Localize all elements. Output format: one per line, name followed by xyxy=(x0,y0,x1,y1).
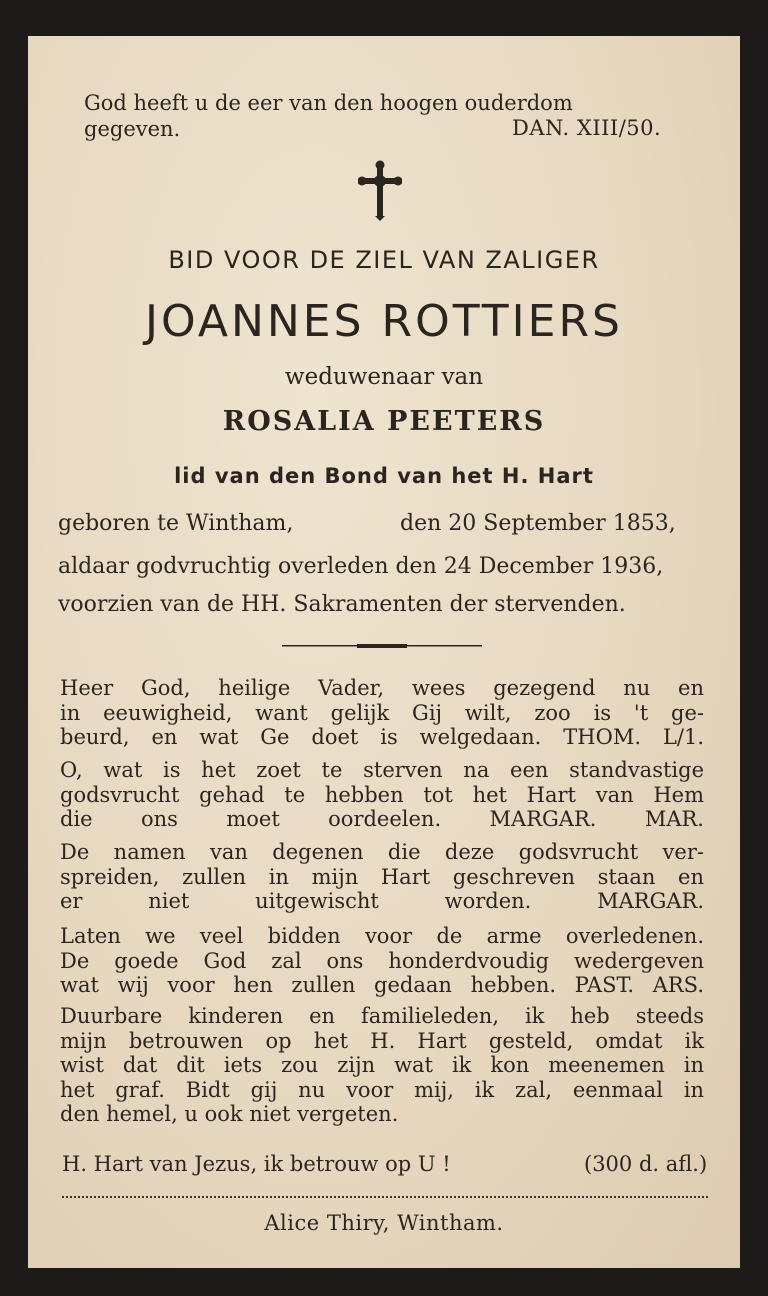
verse-line-2: gegeven. xyxy=(84,117,181,141)
death-line: aldaar godvruchtig overleden den 24 December 1936, xyxy=(58,554,664,579)
birth-date: den 20 September 1853, xyxy=(400,511,676,536)
dotted-rule xyxy=(62,1196,708,1198)
quote-paragraph xyxy=(60,676,704,750)
quote-line: die ons moet oordeelen. MARGAR. MAR. xyxy=(60,807,704,831)
sacraments-line: voorzien van de HH. Sakramenten der stervenden. xyxy=(58,592,626,617)
quote-line: Heer God, heilige Vader, wees gezegend nu en xyxy=(60,676,704,700)
verse-reference: DAN. XIII/50. xyxy=(512,116,662,140)
cross-icon xyxy=(358,160,402,222)
quote-paragraph xyxy=(60,758,704,832)
membership-line: lid van den Bond van het H. Hart xyxy=(174,464,594,488)
quote-line: spreiden, zullen in mijn Hart geschreven staan en xyxy=(60,864,704,889)
quote-line: beurd, en wat Ge doet is welgedaan. THOM. L/1. xyxy=(60,725,704,749)
quote-paragraph xyxy=(60,840,704,914)
widower-of-label: weduwenaar van xyxy=(284,364,484,390)
ornamental-divider xyxy=(282,644,482,648)
verse-text xyxy=(84,90,573,142)
invocation: H. Hart van Jezus, ik betrouw op U ! xyxy=(62,1152,451,1176)
quote-line: er niet uitgewischt worden. MARGAR. xyxy=(60,889,704,913)
quote-line: den hemel, u ook niet vergeten. xyxy=(60,1102,399,1126)
quote-line: De goede God zal ons honderdvoudig wedergeven xyxy=(60,948,704,973)
quote-paragraph xyxy=(60,1004,704,1127)
quote-line: O, wat is het zoet te sterven na een standvastige xyxy=(60,758,704,782)
quote-line: Duurbare kinderen en familieleden, ik heb steeds xyxy=(60,1004,704,1028)
quote-line: wat wij voor hen zullen gedaan hebben. PAST. ARS. xyxy=(60,973,704,997)
quote-paragraph xyxy=(60,924,704,998)
prayer-heading: BID VOOR DE ZIEL VAN ZALIGER xyxy=(168,246,600,274)
quote-line: in eeuwigheid, want gelijk Gij wilt, zoo is 't ge- xyxy=(60,700,704,725)
quote-line: Laten we veel bidden voor de arme overledenen. xyxy=(60,924,704,948)
quote-line: De namen van degenen die deze godsvrucht ver- xyxy=(60,840,704,864)
birth-place: geboren te Wintham, xyxy=(58,511,294,536)
memorial-card xyxy=(28,36,740,1268)
quote-line: wist dat dit iets zou zijn wat ik kon meenemen in xyxy=(60,1053,704,1077)
quote-line: mijn betrouwen op het H. Hart gesteld, omdat ik xyxy=(60,1028,704,1053)
printer-credit: Alice Thiry, Wintham. xyxy=(264,1211,504,1235)
quote-line: het graf. Bidt gij nu voor mij, ik zal, eenmaal in xyxy=(60,1077,704,1102)
verse-line-1: God heeft u de eer van den hoogen ouderdom xyxy=(84,91,573,115)
indulgence-note: (300 d. afl.) xyxy=(584,1152,708,1176)
spouse-name: ROSALIA PEETERS xyxy=(222,406,546,437)
deceased-name: JOANNES ROTTIERS xyxy=(145,296,623,347)
quote-line: godsvrucht gehad te hebben tot het Hart van Hem xyxy=(60,782,704,807)
